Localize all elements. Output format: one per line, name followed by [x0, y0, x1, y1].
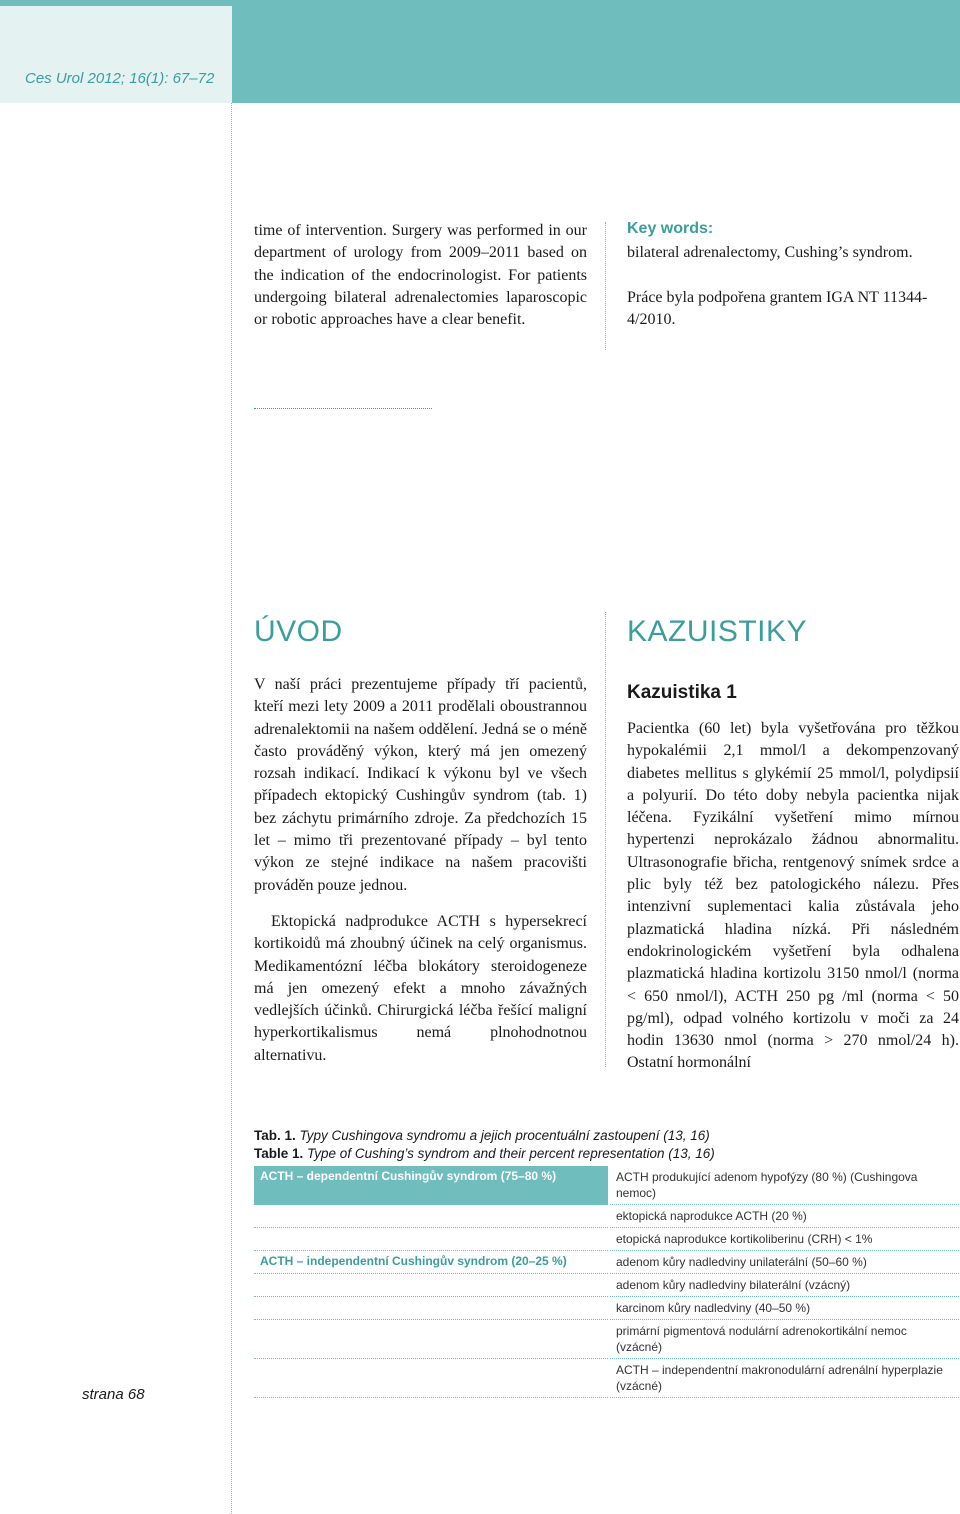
- table-row: [254, 1297, 959, 1320]
- keywords-text: bilateral adrenalectomy, Cushing’s syndrom.: [627, 244, 913, 261]
- section-separator: [254, 408, 432, 409]
- column-divider: [605, 222, 606, 350]
- table-row: [254, 1320, 959, 1359]
- grant-note: Práce byla podpořena grantem IGA NT 11344-4/2010.: [627, 289, 928, 329]
- case-heading: Kazuistika 1: [627, 682, 737, 703]
- table-row: [254, 1228, 959, 1251]
- table-label-en: Table 1.: [254, 1146, 304, 1161]
- table-cell: adenom kůry nadledviny unilaterální (50–60 %): [609, 1251, 959, 1274]
- table-cell-empty: [254, 1205, 609, 1228]
- table-row: [254, 1166, 959, 1205]
- group-header-dependent: ACTH – dependentní Cushingův syndrom (75–80 %): [254, 1166, 609, 1205]
- table-cell: adenom kůry nadledviny bilaterální (vzácný): [609, 1274, 959, 1297]
- table-cell: karcinom kůry nadledviny (40–50 %): [609, 1297, 959, 1320]
- table-label-cz: Tab. 1.: [254, 1128, 296, 1143]
- table-cell: etopická naprodukce kortikoliberinu (CRH) < 1%: [609, 1228, 959, 1251]
- table-caption-en: [254, 1145, 715, 1163]
- table-cell: primární pigmentová nodulární adrenokortikální nemoc (vzácné): [609, 1320, 959, 1359]
- uvod-paragraph-1: V naší práci prezentujeme případy tří pacientů, kteří mezi lety 2009 a 2011 prodělali oboustrannou adrenalektomii na našem oddělení. Jedná se o méně často prováděný výkon, který má jen omezený rozsah indikací. Indikací k výkonu byl ve všech případech ektopický Cushingův syndrom (tab. 1) bez záchytu primárního zdroje. Za předchozích 15 let – mimo tři prezentované případy – byl tento výkon ze stejné indikace na našem pracovišti prováděn pouze jednou.: [254, 676, 587, 894]
- table-cell-empty: [254, 1359, 609, 1398]
- uvod-paragraph-2: Ektopická nadprodukce ACTH s hypersekrecí kortikoidů má zhoubný účinek na celý organismus. Medikamentózní léčba blokátory steroidogeneze má jen omezený efekt a mnoho závažných vedlejších účinků. Chirurgická léčba řešící maligní hyperkortikalismus nemá plnohodnotnou alternativu.: [254, 913, 587, 1064]
- keywords-title: Key words:: [627, 220, 714, 237]
- table-cell-empty: [254, 1297, 609, 1320]
- header-band: [0, 0, 232, 103]
- page-number: strana 68: [82, 1386, 145, 1403]
- table-title-en: Type of Cushing’s syndrom and their percent representation (13, 16): [307, 1146, 715, 1161]
- table-row: [254, 1205, 959, 1228]
- top-color-band: [232, 0, 960, 103]
- left-margin: [0, 0, 232, 1514]
- section-heading-kazuistiky: KAZUISTIKY: [627, 615, 808, 648]
- table-row: [254, 1359, 959, 1398]
- table-caption-cz: [254, 1127, 710, 1145]
- table-cell-empty: [254, 1320, 609, 1359]
- case-paragraph: Pacientka (60 let) byla vyšetřována pro těžkou hypokalémii 2,1 mmol/l a dekompenzovaný diabetes mellitus s glykémií 25 mmol/l, polydipsií a polyurií. Do této doby nebyla pacientka nijak léčena. Fyzikální vyšetření mimo mírnou hypertenzi neprokázalo žádnou abnormalitu. Ultrasonografie břicha, rentgenový snímek srdce a plic byly též bez patologického nálezu. Přes intenzivní suplementaci kalia zůstávala jeho plazmatická hladina nízká. Při následném endokrinologickém vyšetření byla odhalena plazmatická hladina kortizolu 3150 nmol/l (norma < 650 nmol/l), ACTH 250 pg /ml (norma < 50 pg/ml), odpad volného kortizolu v moči za 24 hodin 13630 nmol (norma > 270 nmol/24 h). Ostatní hormonální: [627, 720, 959, 1072]
- table-row: [254, 1274, 959, 1297]
- section-heading-uvod: ÚVOD: [254, 615, 343, 648]
- margin-divider: [231, 103, 232, 1514]
- table-cell: ektopická naprodukce ACTH (20 %): [609, 1205, 959, 1228]
- table-cell-empty: [254, 1228, 609, 1251]
- cushing-types-table: [254, 1166, 959, 1398]
- table-cell-empty: [254, 1274, 609, 1297]
- header-strip: [0, 0, 232, 6]
- table-cell: ACTH – independentní makronodulární adrenální hyperplazie (vzácné): [609, 1359, 959, 1398]
- table-title-cz: Typy Cushingova syndromu a jejich procentuální zastoupení (13, 16): [299, 1128, 710, 1143]
- group-header-independent: ACTH – independentní Cushingův syndrom (20–25 %): [254, 1251, 609, 1274]
- column-divider: [605, 612, 606, 1067]
- journal-reference: Ces Urol 2012; 16(1): 67–72: [25, 70, 215, 87]
- table-cell: ACTH produkující adenom hypofýzy (80 %) (Cushingova nemoc): [609, 1166, 959, 1205]
- table-row: [254, 1251, 959, 1274]
- abstract-end: time of intervention. Surgery was performed in our department of urology from 2009–2011 based on the indication of the endocrinologist. For patients undergoing bilateral adrenalectomies laparoscopic or robotic approaches have a clear benefit.: [254, 222, 587, 329]
